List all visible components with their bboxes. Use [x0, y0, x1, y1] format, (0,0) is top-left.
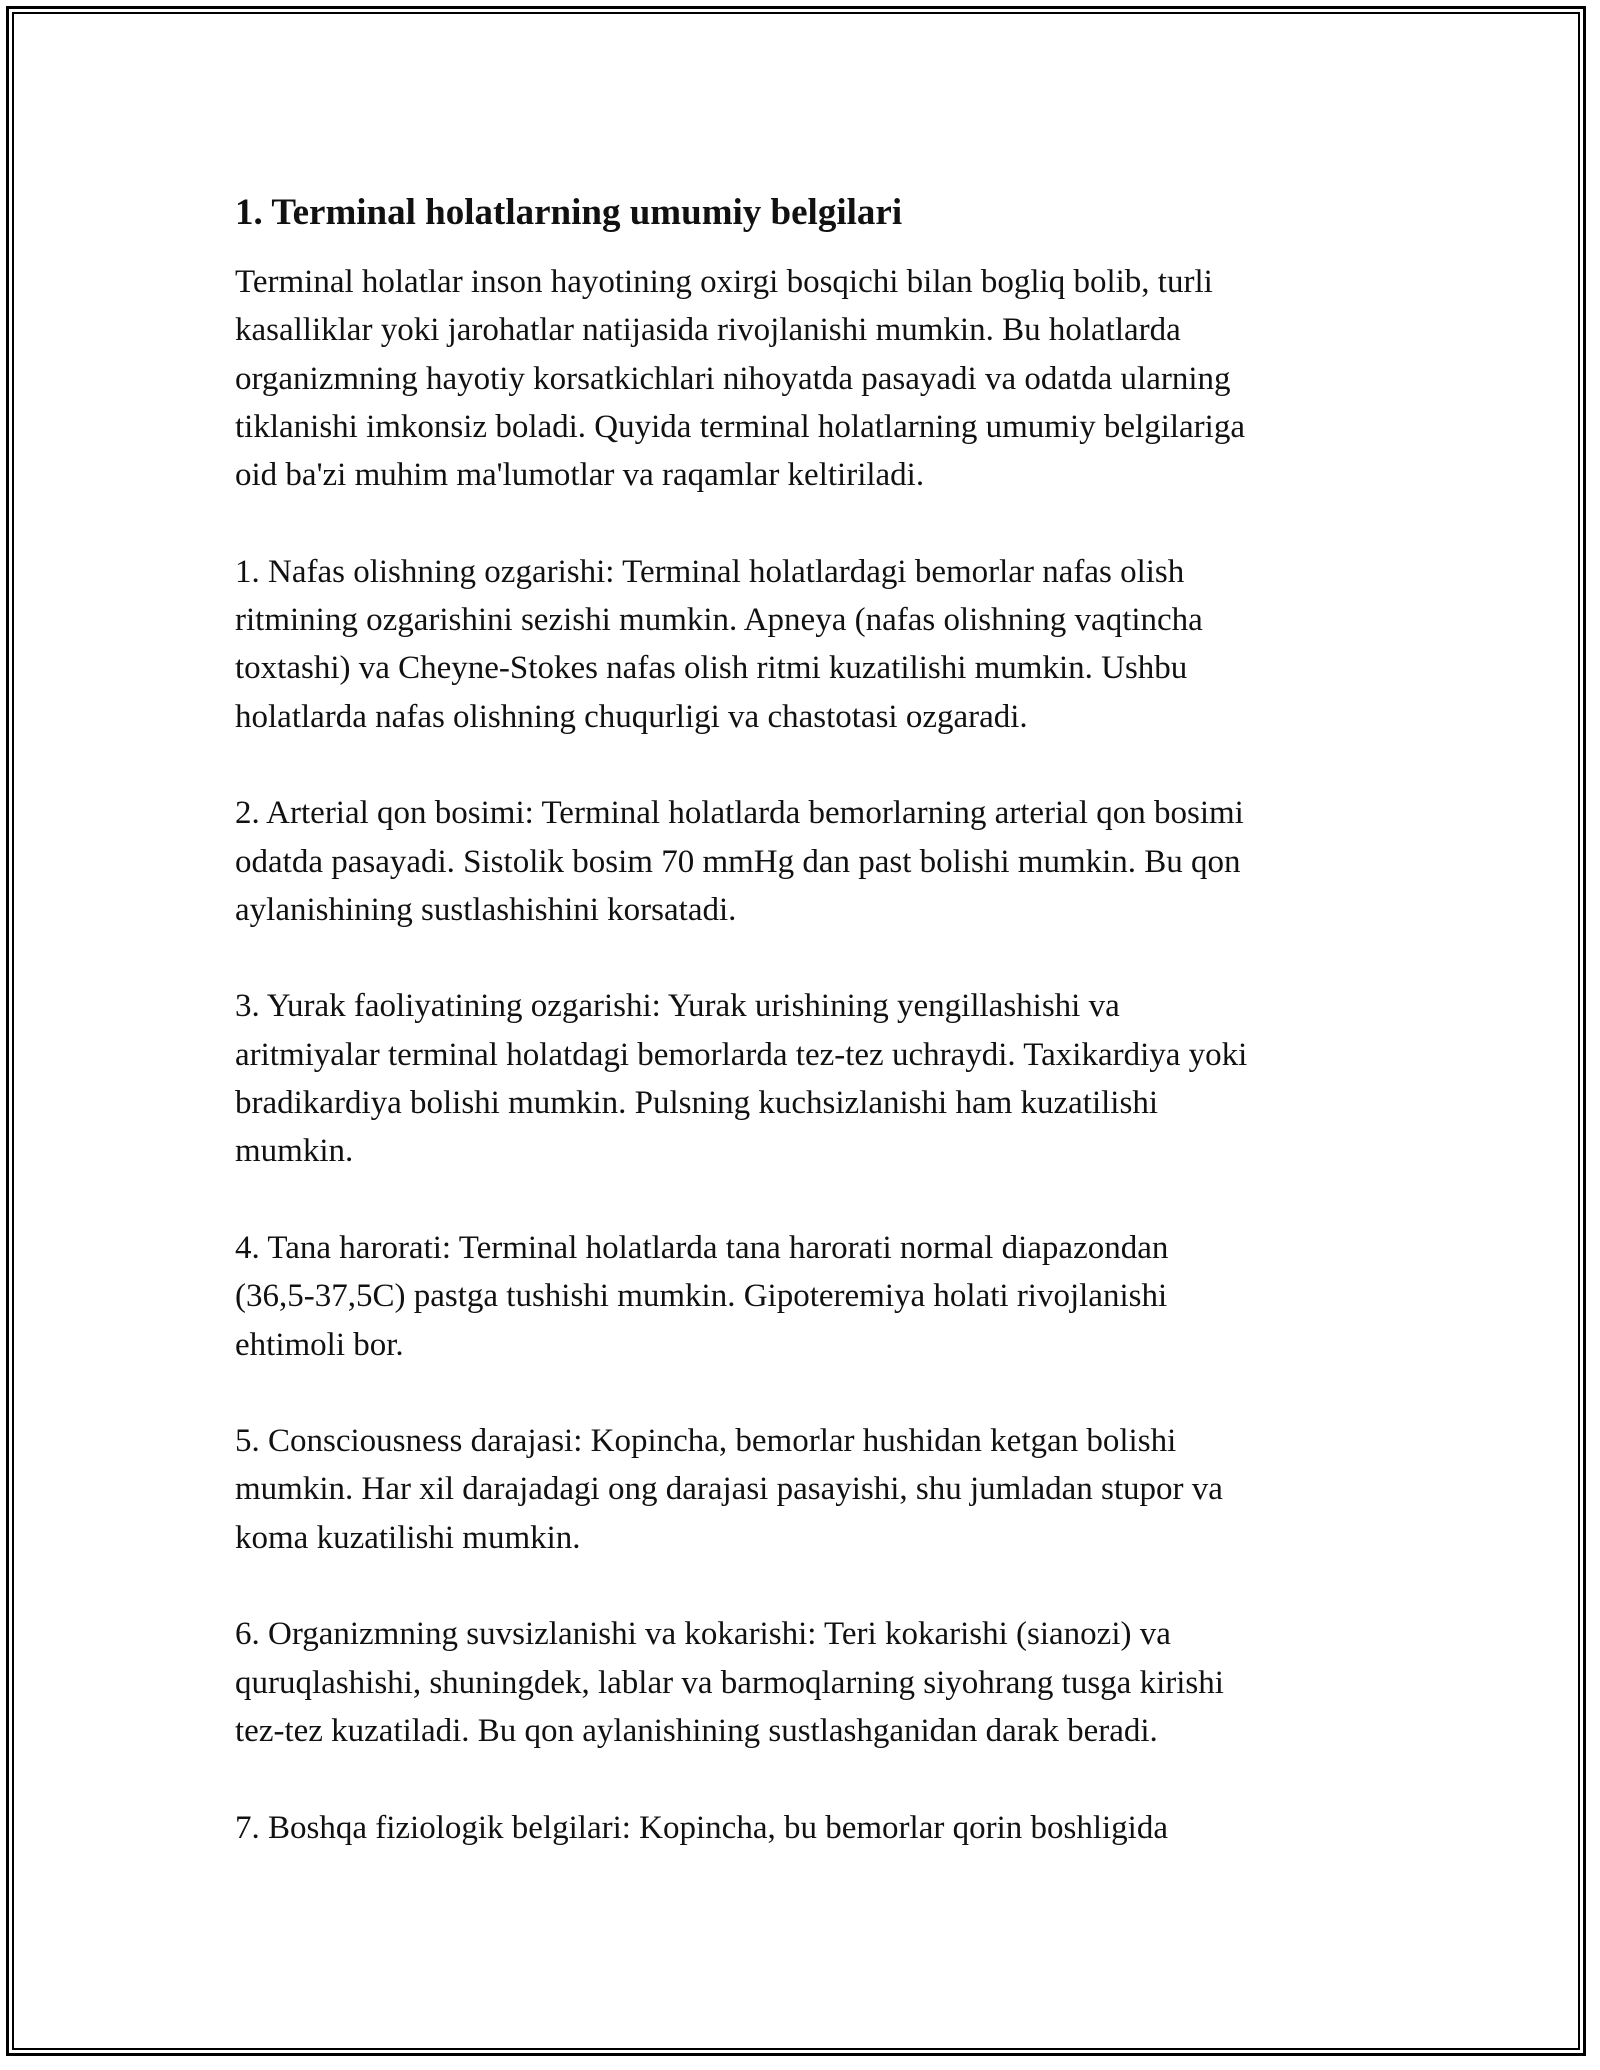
item-consciousness — [235, 1417, 1385, 1562]
text-line: 4. Tana harorati: Terminal holatlarda tana harorati normal diapazondan — [235, 1229, 1169, 1266]
text-line: 1. Nafas olishning ozgarishi: Terminal holatlardagi bemorlar nafas olish — [235, 553, 1185, 590]
item-heart-activity — [235, 982, 1385, 1175]
text-line: bradikardiya bolishi mumkin. Pulsning kuchsizlanishi ham kuzatilishi — [235, 1085, 1158, 1122]
text-line: 3. Yurak faoliyatining ozgarishi: Yurak urishining yengillashishi va — [235, 988, 1120, 1025]
text-line: Terminal holatlar inson hayotining oxirgi bosqichi bilan bogliq bolib, turli — [235, 264, 1213, 300]
text-line: tiklanishi imkonsiz boladi. Quyida terminal holatlarning umumiy belgilariga — [235, 408, 1245, 445]
text-line: 7. Boshqa fiziologik belgilari: Kopincha, bu bemorlar qorin boshligida — [235, 1809, 1168, 1846]
item-other-signs — [235, 1804, 1385, 1852]
text-line: kasalliklar yoki jarohatlar natijasida rivojlanishi mumkin. Bu holatlarda — [235, 312, 1181, 349]
text-line: toxtashi) va Cheyne-Stokes nafas olish ritmi kuzatilishi mumkin. Ushbu — [235, 650, 1188, 687]
text-line: ritmining ozgarishini sezishi mumkin. Apneya (nafas olishning vaqtincha — [235, 602, 1203, 639]
section-title: 1. Terminal holatlarning umumiy belgilari — [235, 192, 903, 233]
item-dehydration — [235, 1610, 1385, 1755]
text-line: aritmiyalar terminal holatdagi bemorlarda tez-tez uchraydi. Taxikardiya yoki — [235, 1036, 1248, 1073]
text-line: koma kuzatilishi mumkin. — [235, 1519, 581, 1556]
document-body — [235, 186, 1385, 1900]
item-blood-pressure — [235, 789, 1385, 934]
text-line: mumkin. Har xil darajadagi ong darajasi pasayishi, shu jumladan stupor va — [235, 1471, 1223, 1508]
text-line: holatlarda nafas olishning chuqurligi va chastotasi ozgaradi. — [235, 698, 1028, 735]
text-line: oid ba'zi muhim ma'lumotlar va raqamlar keltiriladi. — [235, 457, 925, 494]
text-line: organizmning hayotiy korsatkichlari nihoyatda pasayadi va odatda ularning — [235, 360, 1231, 397]
text-line: 6. Organizmning suvsizlanishi va kokarishi: Teri kokarishi (sianozi) va — [235, 1616, 1171, 1653]
text-line: tez-tez kuzatiladi. Bu qon aylanishining sustlashganidan darak beradi. — [235, 1712, 1158, 1749]
text-line: mumkin. — [235, 1133, 354, 1170]
text-line: 5. Consciousness darajasi: Kopincha, bemorlar hushidan ketgan bolishi — [235, 1423, 1177, 1460]
text-line: aylanishining sustlashishini korsatadi. — [235, 891, 737, 928]
text-line: 2. Arterial qon bosimi: Terminal holatlarda bemorlarning arterial qon bosimi — [235, 795, 1244, 832]
item-breathing — [235, 548, 1385, 741]
text-line: odatda pasayadi. Sistolik bosim 70 mmHg dan past bolishi mumkin. Bu qon — [235, 843, 1241, 880]
item-body-temperature — [235, 1224, 1385, 1369]
text-line: (36,5-37,5C) pastga tushishi mumkin. Gipoteremiya holati rivojlanishi — [235, 1278, 1168, 1315]
intro-paragraph — [235, 258, 1385, 499]
text-line: quruqlashishi, shuningdek, lablar va barmoqlarning siyohrang tusga kirishi — [235, 1664, 1224, 1701]
text-line: ehtimoli bor. — [235, 1326, 404, 1363]
